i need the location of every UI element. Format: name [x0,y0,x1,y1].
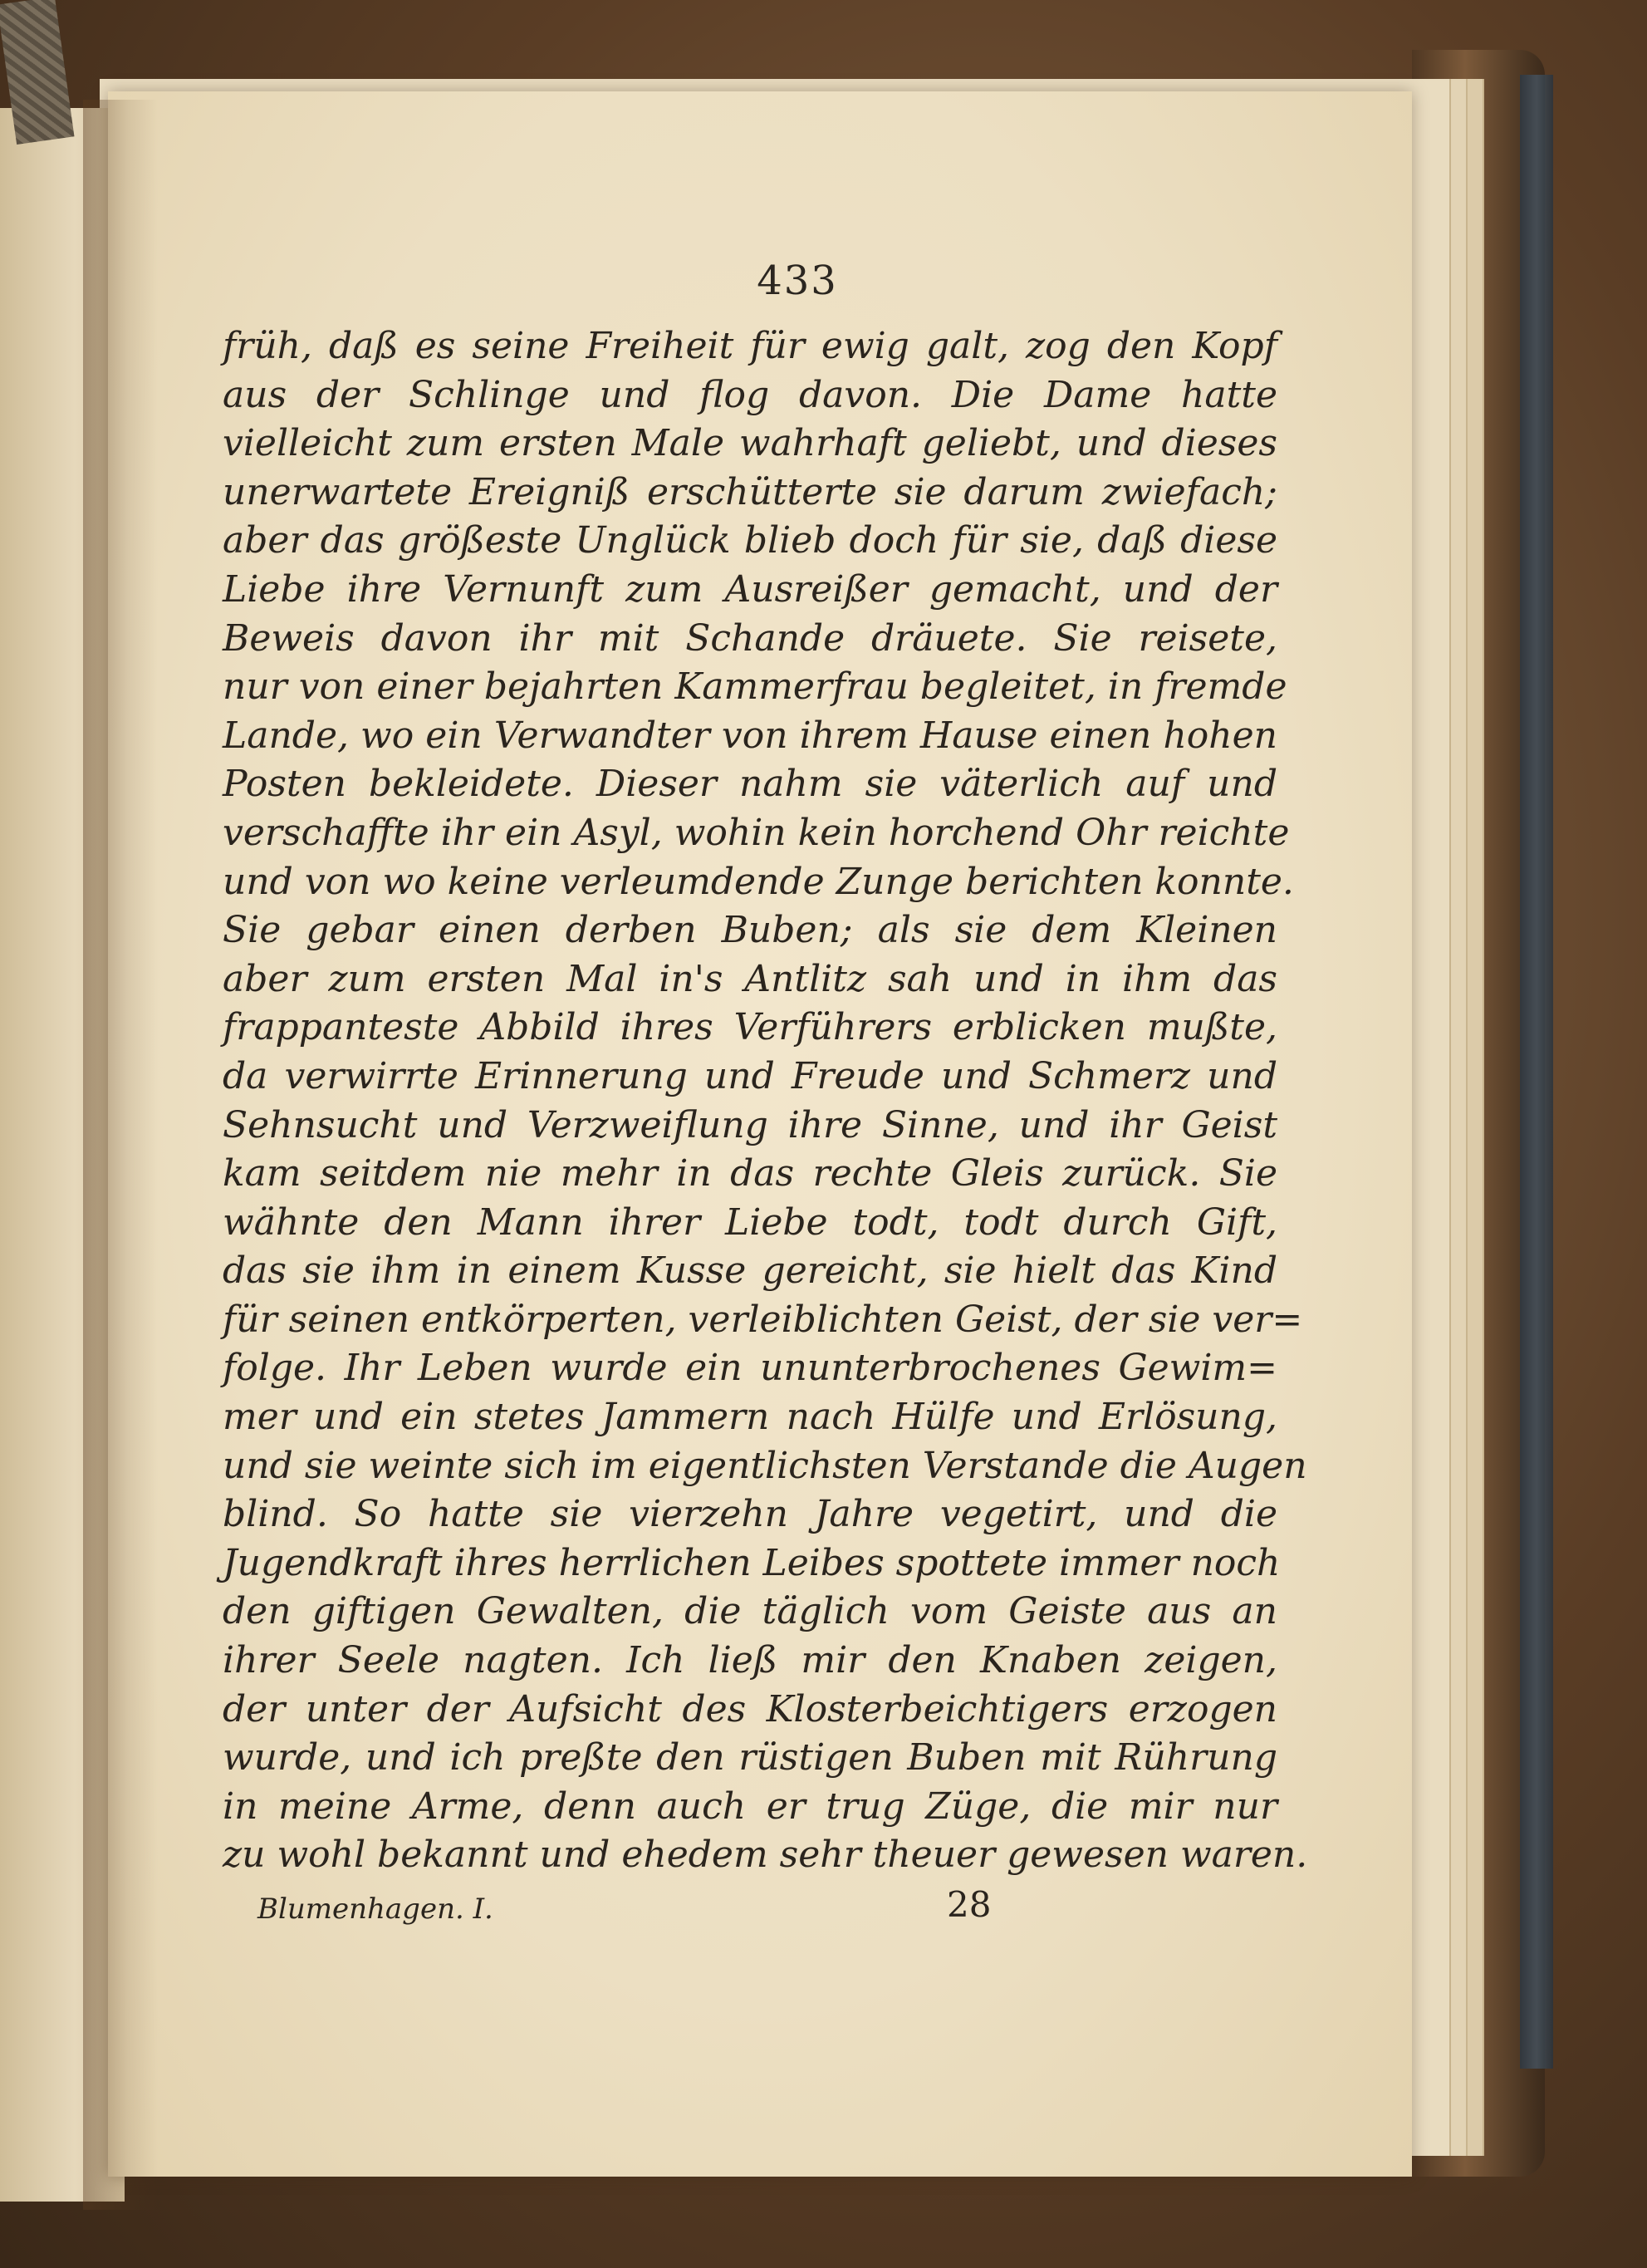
text-line: Liebe ihre Vernunft zum Ausreißer gemacht, und der [223,567,1277,611]
text-line: Posten bekleidete. Dieser nahm sie väterlich auf und [223,763,1277,806]
text-line: vielleicht zum ersten Male wahrhaft geliebt, und dieses [223,422,1277,465]
footer-sheet-number: 28 [947,1884,992,1925]
text-line: früh, daß es seine Freiheit für ewig galt, zog den Kopf [223,325,1277,367]
page-number: 433 [757,258,838,304]
text-line: wurde, und ich preßte den rüstigen Buben mit Rührung [223,1736,1277,1780]
text-line: da verwirrte Erinnerung und Freude und Schmerz und [223,1054,1277,1097]
text-line: Jugendkraft ihres herrlichen Leibes spottete immer noch [223,1541,1281,1584]
text-line: aber zum ersten Mal in's Antlitz sah und in ihm das [223,957,1277,1000]
text-line: nur von einer bejahrten Kammerfrau begleitet, in fremde [223,665,1287,709]
text-line: aus der Schlinge und flog davon. Die Dame hatte [223,373,1277,416]
text-line: das sie ihm in einem Kusse gereicht, sie hielt das Kind [223,1249,1277,1293]
text-line: kam seitdem nie mehr in das rechte Gleis zurück. Sie [223,1152,1277,1195]
footer-signature: Blumenhagen. I. [257,1892,493,1926]
text-line: Lande, wo ein Verwandter von ihrem Hause einen hohen [223,714,1277,757]
book-page [108,91,1412,2177]
text-line: in meine Arme, denn auch er trug Züge, die mir nur [223,1784,1277,1828]
book-spine-edge [1520,75,1553,2069]
text-line: und sie weinte sich im eigentlichsten Verstande die Augen [223,1444,1307,1487]
page-text-block [223,322,1308,1880]
text-line: und von wo keine verleumdende Zunge berichten konnte. [223,860,1294,903]
text-line: ihrer Seele nagten. Ich ließ mir den Knaben zeigen, [223,1639,1277,1682]
text-line: blind. So hatte sie vierzehn Jahre vegetirt, und die [223,1493,1277,1536]
gutter-shadow [83,100,158,2210]
text-line: wähnte den Mann ihrer Liebe todt, todt durch Gift, [223,1200,1277,1244]
text-line: der unter der Aufsicht des Klosterbeichtigers erzogen [223,1687,1277,1730]
text-line: mer und ein stetes Jammern nach Hülfe und Erlösung, [223,1396,1277,1439]
text-line: frappanteste Abbild ihres Verführers erblicken mußte, [223,1006,1277,1049]
text-line: verschaffte ihr ein Asyl, wohin kein horchend Ohr reichte [223,811,1290,854]
text-line: für seinen entkörperten, verleiblichten Geist, der sie ver= [223,1298,1303,1341]
text-line: unerwartete Ereigniß erschütterte sie darum zwiefach; [223,470,1277,513]
text-line: Sehnsucht und Verzweiflung ihre Sinne, und ihr Geist [223,1103,1277,1146]
text-line: zu wohl bekannt und ehedem sehr theuer gewesen waren. [223,1834,1308,1877]
text-line: Sie gebar einen derben Buben; als sie dem Kleinen [223,909,1277,952]
text-line: folge. Ihr Leben wurde ein ununterbrochenes Gewim= [223,1347,1277,1390]
text-line: aber das größeste Unglück blieb doch für sie, daß diese [223,519,1277,562]
text-line: Beweis davon ihr mit Schande dräuete. Sie reisete, [223,616,1277,660]
text-line: den giftigen Gewalten, die täglich vom Geiste aus an [223,1590,1277,1633]
